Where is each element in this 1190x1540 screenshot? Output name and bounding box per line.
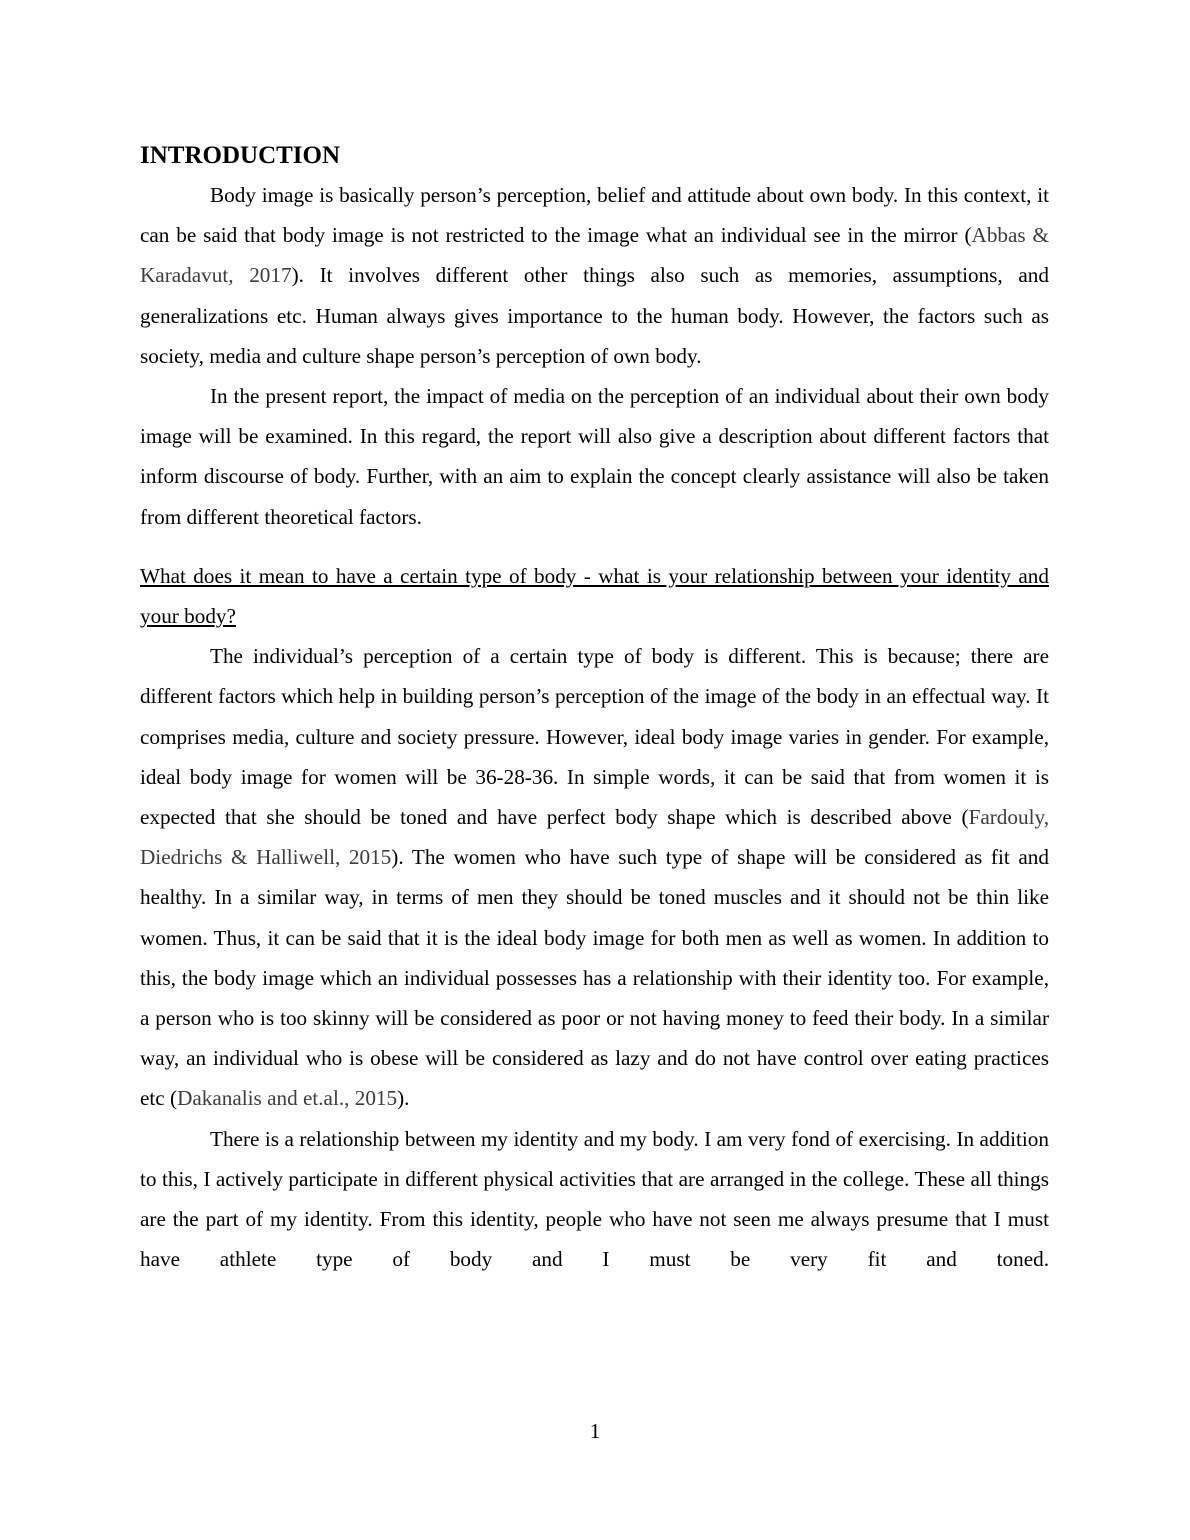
paragraph-body-2: There is a relationship between my identity and my body. I am very fond of exercising. In addition to this, I actively participate in different physical activities that are arranged in the college. These all things are the part of my identity. From this identity, people who have not seen me always presume that I must have athlete type of body and I must be very fit and toned. [140,1126,1049,1272]
paragraph-text: ). [397,1086,410,1111]
page-content [140,138,1049,1279]
paragraph-text: ). It involves different other things also such as memories, assumptions, and generalizations etc. Human always gives importance to the human body. However, the factors such as society, media and culture shape person’s perception of own body. [140,263,1049,368]
citation: Fardouly, Diedrichs & Halliwell, 2015 [140,805,1049,870]
citation: Abbas & Karadavut, 2017 [140,223,1050,288]
section-heading-introduction: INTRODUCTION [140,142,341,169]
paragraph-text: The individual’s perception of a certain type of body is different. This is because; there are different factors which help in building person’s perception of the image of the body in an effectual way. It comprises media, culture and society pressure. However, ideal body image varies in gender. For example, ideal body image for women will be 36-28-36. In simple words, it can be said that from women it is expected that she should be toned and have perfect body shape which is described above ( [140,644,1049,830]
paragraph-text: Body image is basically person’s perception, belief and attitude about own body. In this context, it can be said that body image is not restricted to the image what an individual see in the mirror ( [140,183,1049,248]
subheading-body-identity: What does it mean to have a certain type of body - what is your relationship between your identity and your body? [140,563,1049,629]
page-number: 1 [589,1419,601,1443]
paragraph-body-1 [140,636,1049,1118]
paragraph-intro-2: In the present report, the impact of media on the perception of an individual about their own body image will be examined. In this regard, the report will also give a description about different factors that inform discourse of body. Further, with an aim to explain the concept clearly assistance will also be taken from different theoretical factors. [140,384,1049,529]
paragraph-text: ). The women who have such type of shape will be considered as fit and healthy. In a similar way, in terms of men they should be toned muscles and it should not be thin like women. Thus, it can be said that it is the ideal body image for both men as well as women. In addition to this, the body image which an individual possesses has a relationship with their identity too. For example, a person who is too skinny will be considered as poor or not having money to feed their body. In a similar way, an individual who is obese will be considered as lazy and do not have control over eating practices etc ( [140,845,1049,1111]
citation: Dakanalis and et.al., 2015 [177,1086,398,1111]
paragraph-intro-1 [140,175,1049,376]
